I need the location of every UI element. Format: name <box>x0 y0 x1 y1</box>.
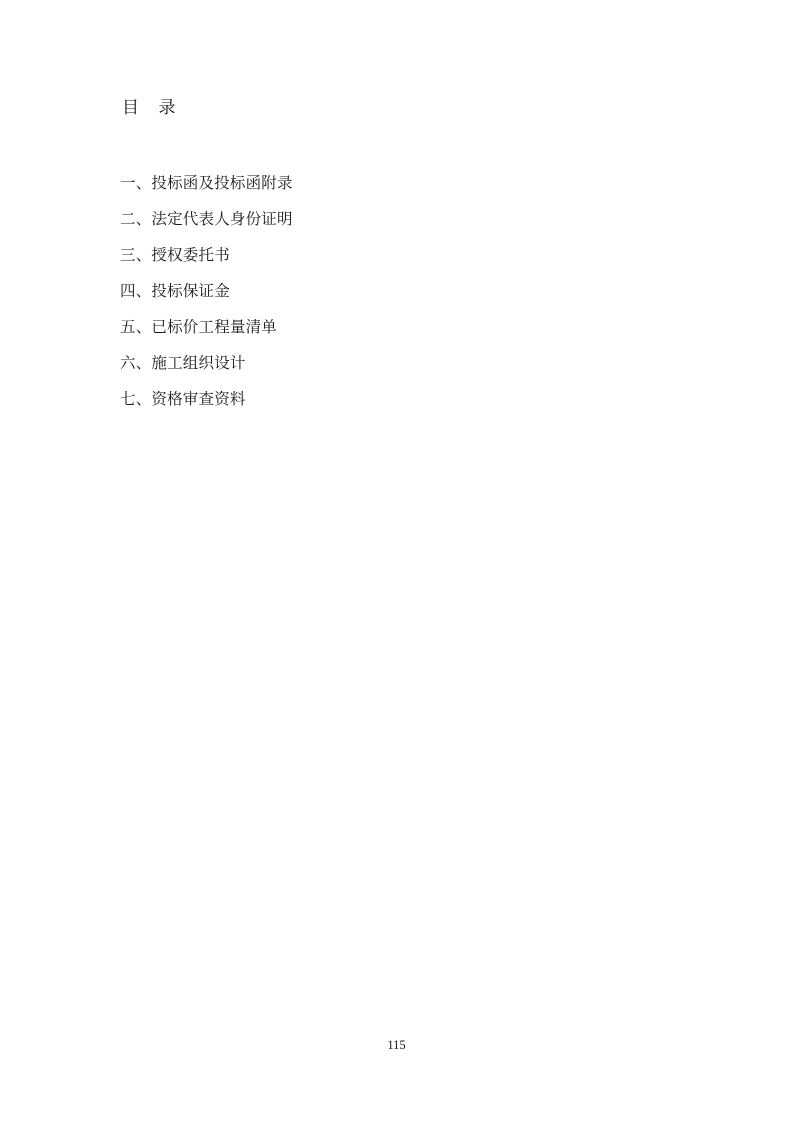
list-item: 三、授权委托书 <box>120 246 230 264</box>
page-content <box>120 96 680 418</box>
page-title: 目 录 <box>122 98 176 117</box>
table-of-contents <box>120 166 680 418</box>
list-item: 四、投标保证金 <box>120 282 230 300</box>
list-item: 一、投标函及投标函附录 <box>120 174 293 192</box>
page-number: 115 <box>387 1038 406 1052</box>
list-item: 五、已标价工程量清单 <box>120 318 278 336</box>
list-item: 七、资格审查资料 <box>120 390 246 408</box>
list-item: 六、施工组织设计 <box>120 354 246 372</box>
list-item: 二、法定代表人身份证明 <box>120 210 293 228</box>
